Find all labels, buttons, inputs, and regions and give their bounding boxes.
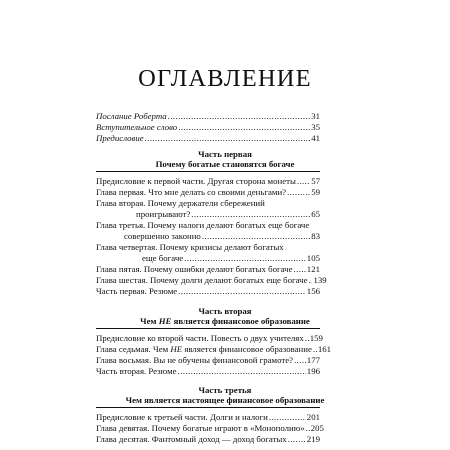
toc-entry-text: Предисловие к третьей части. Долги и налоги <box>96 412 268 422</box>
page-title: ОГЛАВЛЕНИЕ <box>138 65 312 92</box>
toc-entry-page: 201 <box>306 412 320 422</box>
toc-entry-text: Глава шестая. Почему долги делают богатых еще богаче <box>96 275 308 285</box>
part-heading <box>0 316 450 327</box>
leader-dots <box>294 355 306 366</box>
leader-dots <box>191 209 310 220</box>
leader-dots <box>288 434 306 445</box>
toc-entry-text: Часть вторая. Резюме <box>96 366 177 376</box>
section-rule <box>96 171 320 172</box>
toc-entry-text <box>96 344 312 355</box>
toc-entry-text: Вступительное слово <box>96 122 178 132</box>
toc-entry <box>96 423 324 434</box>
toc-entry-text: еще богаче <box>142 253 184 263</box>
leader-dots <box>184 253 306 264</box>
part-heading: Почему богатые становятся богаче <box>155 159 295 169</box>
toc-entry-text: Глава десятая. Фантомный доход — доход богатых <box>96 434 287 444</box>
toc-entry-page: 219 <box>306 434 320 444</box>
toc-entry-text: Глава четвертая. Почему кризисы делают богатых <box>96 242 284 252</box>
leader-dots <box>297 176 310 187</box>
toc-entry <box>96 242 320 253</box>
toc-entry <box>96 176 320 187</box>
toc-entry-page: 105 <box>306 253 320 263</box>
toc-entry <box>96 122 320 133</box>
toc-entry-page: 139 <box>313 275 327 285</box>
leader-dots <box>178 366 306 377</box>
toc-entry-text: Глава вторая. Почему держатели сбережений <box>96 198 265 208</box>
leader-dots <box>168 111 311 122</box>
toc-entry-text: Предисловие <box>96 133 144 143</box>
toc-entry-text-emphasis: НЕ <box>170 344 183 354</box>
leader-dots <box>145 133 311 144</box>
toc-entry-page: 159 <box>309 333 323 343</box>
toc-entry <box>96 286 320 297</box>
part-heading: Чем является настоящее финансовое образование <box>125 395 325 405</box>
toc-entry-page: 31 <box>311 111 320 121</box>
toc-entry-continued <box>96 209 320 220</box>
toc-entry-page: 205 <box>310 423 324 433</box>
leader-dots <box>294 264 306 275</box>
toc-entry-continued <box>96 231 320 242</box>
toc-entry-text: Глава девятая. Почему богатые играют в «Монополию» <box>96 423 305 433</box>
toc-entry-page: 59 <box>311 187 320 197</box>
toc-entry-page: 65 <box>311 209 320 219</box>
toc-entry-text: Послание Роберта <box>96 111 167 121</box>
toc-entry-text: Предисловие к первой части. Другая сторона монеты <box>96 176 296 186</box>
toc-entry-page: 35 <box>311 122 320 132</box>
toc-entry <box>96 133 320 144</box>
toc-entry <box>96 187 320 198</box>
toc-entry-text: Часть первая. Резюме <box>96 286 178 296</box>
toc-entry-text: Глава первая. Что мне делать со своими деньгами? <box>96 187 287 197</box>
toc-entry-text: Глава пятая. Почему ошибки делают богатых богаче <box>96 264 293 274</box>
toc-entry <box>96 366 320 377</box>
toc-entry <box>96 412 320 423</box>
leader-dots <box>269 412 306 423</box>
part-heading-pre: Чем <box>140 316 159 326</box>
part-label: Часть первая <box>198 149 252 159</box>
part-heading-emphasis: НЕ <box>158 316 172 326</box>
toc-entry-page: 156 <box>306 286 320 296</box>
leader-dots <box>202 231 310 242</box>
leader-dots <box>306 423 310 434</box>
toc-entry-page: 83 <box>311 231 320 241</box>
leader-dots <box>313 344 317 355</box>
toc-entry <box>96 111 320 122</box>
leader-dots <box>178 286 306 297</box>
toc-entry-page: 57 <box>311 176 320 186</box>
toc-entry <box>96 198 320 209</box>
toc-entry <box>96 220 320 231</box>
toc-entry-continued <box>96 253 320 264</box>
part-label: Часть вторая <box>198 306 252 316</box>
part-label: Часть третья <box>198 385 252 395</box>
toc-entry <box>96 355 320 366</box>
leader-dots <box>305 333 309 344</box>
toc-entry-page: 161 <box>317 344 332 354</box>
section-rule <box>96 407 320 408</box>
toc-entry <box>96 434 320 445</box>
toc-entry-text-post: является финансовое образование <box>182 344 312 354</box>
toc-entry-text: Глава восьмая. Вы не обучены финансовой грамоте? <box>96 355 294 365</box>
toc-entry-text: Глава третья. Почему налоги делают богатых еще богаче <box>96 220 310 230</box>
leader-dots <box>287 187 310 198</box>
toc-entry-text: проигрывают? <box>136 209 191 219</box>
toc-entry-text: Предисловие ко второй части. Повесть о двух учителях <box>96 333 304 343</box>
toc-entry-text-pre: Глава седьмая. Чем <box>96 344 171 354</box>
leader-dots <box>308 275 312 286</box>
leader-dots <box>178 122 310 133</box>
toc-entry-page: 177 <box>306 355 320 365</box>
toc-entry <box>96 264 320 275</box>
toc-entry <box>96 275 327 286</box>
toc-entry <box>96 333 323 344</box>
section-rule <box>96 328 320 329</box>
toc-entry <box>96 344 332 355</box>
toc-entry-text: совершенно законно <box>124 231 201 241</box>
part-heading-post: является финансовое образование <box>171 316 310 326</box>
toc-entry-page: 196 <box>306 366 320 376</box>
toc-entry-page: 121 <box>306 264 320 274</box>
toc-entry-page: 41 <box>311 133 320 143</box>
